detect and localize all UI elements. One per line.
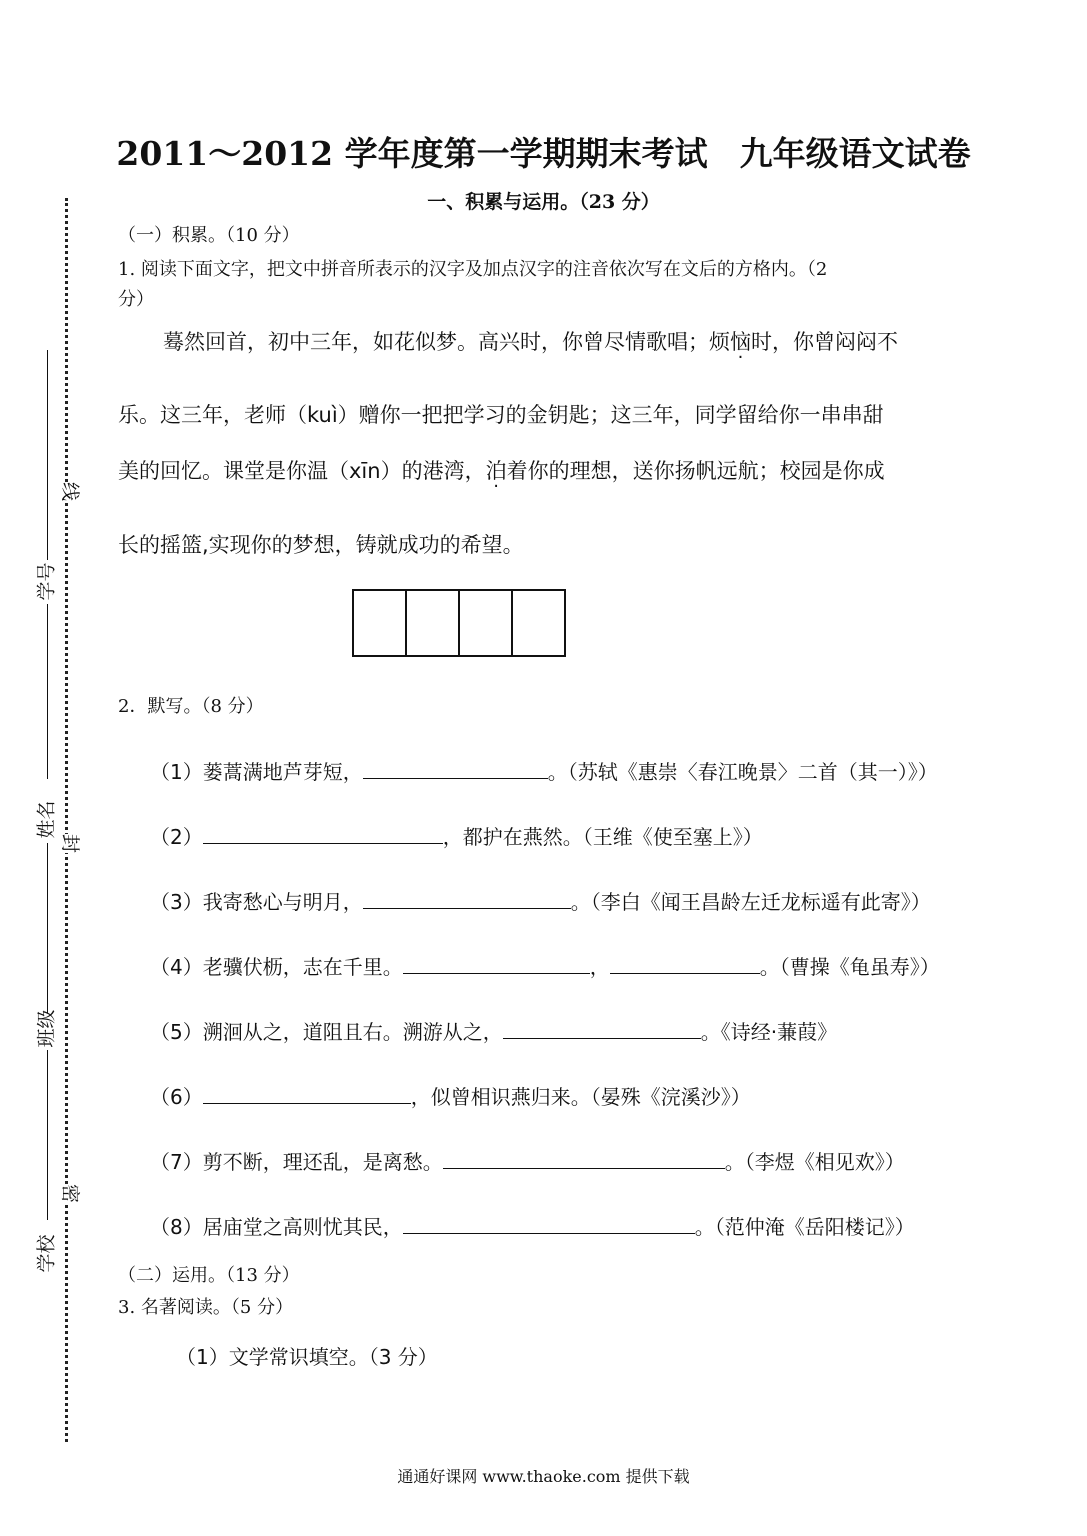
dictation-item-4: （4）老骥伏枥，志在千里。 ， 。（曹操《龟虽寿》）: [150, 951, 940, 980]
seal-line-mark: 封: [58, 834, 85, 853]
answer-cell[interactable]: [354, 591, 407, 655]
answer-grid: [352, 589, 566, 657]
secret-line-mark: 密: [58, 1184, 85, 1203]
section-heading: 一、积累与运用。（23 分）: [427, 191, 660, 213]
answer-blank[interactable]: [403, 1211, 695, 1234]
part2-heading: （二）运用。（13 分）: [118, 1265, 300, 1286]
q1-line2: 分）: [118, 289, 154, 310]
dictation-item-8: （8）居庙堂之高则忧其民， 。（范仲淹《岳阳楼记》）: [150, 1211, 915, 1240]
student-id-label: 学号: [35, 562, 58, 601]
part1-heading: （一）积累。（10 分）: [118, 225, 300, 246]
q1-line1: 1. 阅读下面文字，把文中拼音所表示的汉字及加点汉字的注音依次写在文后的方格内。（2: [118, 259, 828, 280]
page-title: [0, 128, 1087, 175]
student-id-line: [47, 350, 48, 560]
dotted-char-2: 泊: [485, 459, 507, 483]
title-right: 九年级语文试卷: [739, 134, 971, 173]
dictation-item-5: （5）溯洄从之，道阻且右。溯游从之， 。《诗经·蒹葭》: [150, 1016, 837, 1045]
answer-blank[interactable]: [403, 951, 590, 974]
dictation-item-1: （1）蒌蒿满地芦芽短， 。（苏轼《惠崇〈春江晚景〉二首（其一）》）: [150, 756, 938, 785]
title-left: 2011～2012 学年度第一学期期末考试: [116, 134, 708, 173]
answer-blank[interactable]: [203, 821, 443, 844]
answer-blank[interactable]: [203, 1081, 411, 1104]
answer-blank[interactable]: [363, 756, 548, 779]
q3-heading: 3. 名著阅读。（5 分）: [118, 1297, 294, 1318]
school-label: 学校: [35, 1234, 58, 1273]
name-line: [47, 604, 48, 779]
dictation-item-7: （7）剪不断，理还乱，是离愁。 。（李煜《相见欢》）: [150, 1146, 905, 1175]
dotted-char-1: 恼: [730, 330, 751, 354]
class-label: 班级: [35, 1009, 58, 1048]
answer-blank[interactable]: [503, 1016, 701, 1039]
page-footer: 通通好课网 www.thaoke.com 提供下载: [397, 1467, 690, 1486]
name-label: 姓名: [35, 800, 58, 839]
passage-line-2: 乐。这三年，老师（kuì）赠你一把把学习的金钥匙；这三年，同学留给你一串串甜: [118, 403, 884, 427]
passage-line-3: 美的回忆。课堂是你温（xīn）的港湾，泊着你的理想，送你扬帆远航；校园是你成: [118, 459, 885, 483]
q3-sub1: （1）文学常识填空。（3 分）: [176, 1345, 438, 1369]
passage-line-1: 蓦然回首，初中三年，如花似梦。高兴时，你曾尽情歌唱；烦恼时，你曾闷闷不: [163, 330, 898, 354]
answer-blank[interactable]: [443, 1146, 725, 1169]
answer-blank[interactable]: [610, 951, 760, 974]
school-line: [47, 1050, 48, 1220]
dictation-item-2: （2） ，都护在燕然。（王维《使至塞上》）: [150, 821, 763, 850]
answer-cell[interactable]: [407, 591, 460, 655]
binding-dotted-line: [65, 198, 68, 1442]
dictation-item-3: （3）我寄愁心与明月， 。（李白《闻王昌龄左迁龙标遥有此寄》）: [150, 886, 931, 915]
answer-blank[interactable]: [363, 886, 571, 909]
class-line: [47, 843, 48, 1013]
answer-cell[interactable]: [513, 591, 564, 655]
answer-cell[interactable]: [460, 591, 513, 655]
cut-line-mark: 线: [58, 482, 85, 501]
dictation-item-6: （6） ，似曾相识燕归来。（晏殊《浣溪沙》）: [150, 1081, 751, 1110]
q2-heading: 2．默写。（8 分）: [118, 696, 264, 717]
passage-line-4: 长的摇篮,实现你的梦想，铸就成功的希望。: [118, 533, 524, 557]
